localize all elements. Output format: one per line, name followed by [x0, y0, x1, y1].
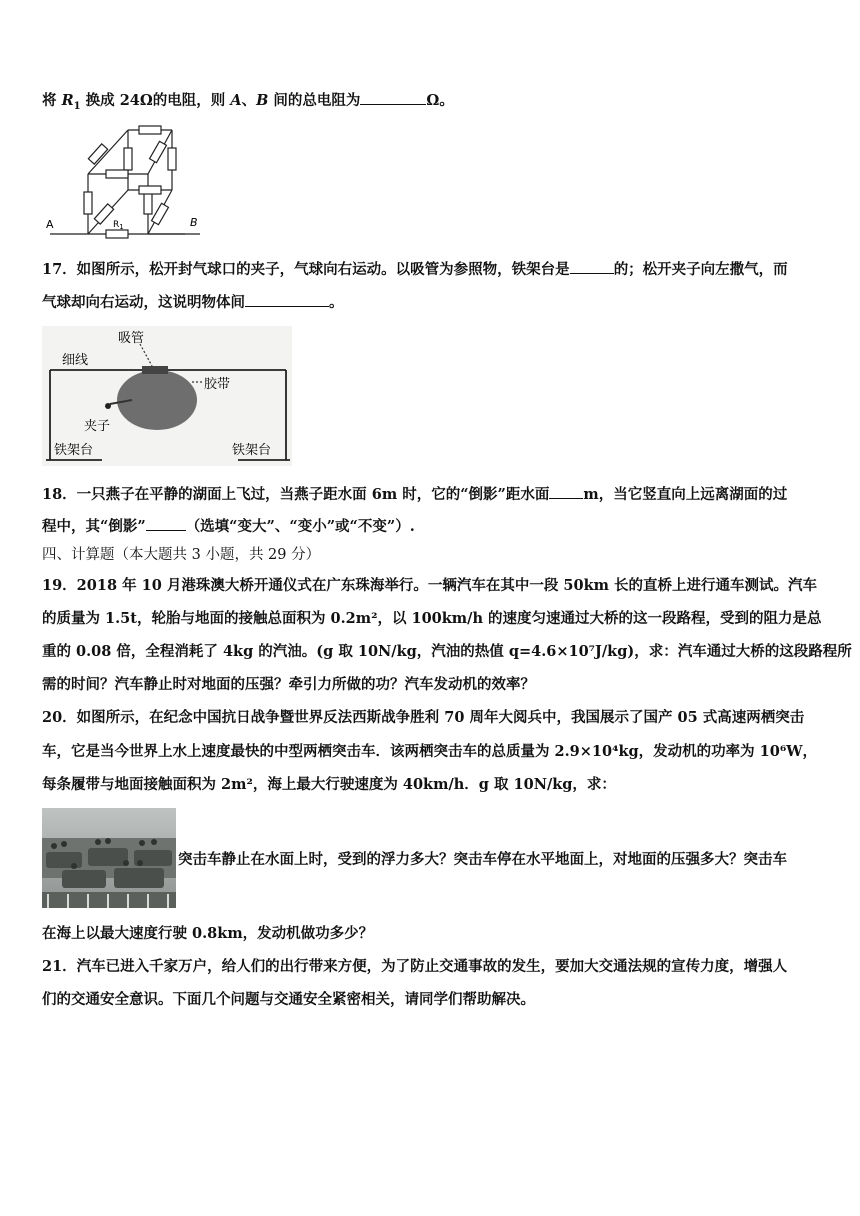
answer-blank[interactable] — [146, 516, 186, 531]
q19-line-4: 需的时间？汽车静止时对地面的压强？牵引力所做的功？汽车发动机的效率？ — [42, 676, 535, 693]
resistor — [106, 170, 128, 178]
q16-text: Ω。 — [426, 92, 454, 109]
q18-text: m，当它竖直向上远离湖面的过 — [583, 486, 788, 503]
q16-tail-line — [42, 90, 454, 117]
q17-line-1 — [42, 259, 788, 280]
balloon-experiment-figure — [42, 326, 292, 466]
q20-line-1: 20．如图所示，在纪念中国抗日战争暨世界反法西斯战争胜利 70 周年大阅兵中，我国展示了国产 05 式高速两栖突击 — [42, 709, 805, 726]
r1-symbol: R — [61, 92, 74, 109]
q20-line-2: 车，它是当今世界上水上速度最快的中型两栖突击车．该两栖突击车的总质量为 2.9×10⁴kg，发动机的功率为 10⁶W， — [42, 743, 817, 760]
q17-text: 。 — [329, 294, 344, 311]
q20-line-5: 在海上以最大速度行驶 0.8km，发动机做功多少？ — [42, 925, 374, 942]
q21-line-1: 21．汽车已进入千家万户，给人们的出行带来方便，为了防止交通事故的发生，要加大交通法规的宣传力度，增强人 — [42, 958, 788, 975]
resistor — [168, 148, 176, 170]
resistor — [150, 141, 167, 162]
point-b: B — [256, 92, 269, 109]
straw — [142, 366, 168, 374]
resistor — [94, 204, 113, 224]
resistor — [144, 192, 152, 214]
q16-text: 间的总电阻为 — [268, 92, 361, 109]
point-a: A — [230, 92, 242, 109]
q16-text: 将 — [42, 92, 62, 109]
resistor — [124, 148, 132, 170]
label-tape: 胶带 — [204, 377, 231, 392]
q20-line-3: 每条履带与地面接触面积为 2m²，海上最大行驶速度为 40km/h．g 取 10N/kg，求： — [42, 776, 616, 793]
label-straw: 吸管 — [118, 331, 145, 346]
clip — [105, 403, 111, 409]
q19-line-3: 重的 0.08 倍，全程消耗了 4kg 的汽油。(g 取 10N/kg，汽油的热值 q=4.6×10⁷J/kg)，求：汽车通过大桥的这段路程所 — [42, 643, 852, 660]
q20-line-4: 突击车静止在水面上时，受到的浮力多大？突击车停在水平地面上，对地面的压强多大？突击车 — [178, 851, 787, 868]
q18-text: 18．一只燕子在平静的湖面上飞过，当燕子距水面 6m 时，它的“倒影”距水面 — [42, 486, 550, 503]
q17-text: 的；松开夹子向左撒气，而 — [613, 261, 788, 278]
answer-blank[interactable] — [570, 259, 614, 274]
label-thread: 细线 — [62, 353, 89, 368]
answer-blank[interactable] — [360, 90, 426, 105]
q18-line-1 — [42, 484, 787, 505]
q16-text: 换成 24Ω的电阻，则 — [80, 92, 231, 109]
amphibious-vehicle-photo — [42, 808, 176, 908]
section-heading: 四、计算题（本大题共 3 小题，共 29 分） — [42, 547, 321, 563]
resistor — [152, 203, 169, 224]
q17-line-2 — [42, 292, 344, 313]
label-stand-left: 铁架台 — [54, 443, 94, 458]
resistor — [84, 192, 92, 214]
q18-text: 程中，其“倒影” — [42, 518, 146, 535]
resistor — [139, 126, 161, 134]
label-r1: $R_1$ — [113, 220, 124, 231]
q21-line-2: 们的交通安全意识。下面几个问题与交通安全紧密相关，请同学们帮助解决。 — [42, 991, 535, 1008]
q19-line-2: 的质量为 1.5t，轮胎与地面的接触总面积为 0.2m²，以 100km/h 的速度匀速通过大桥的这一段路程，受到的阻力是总 — [42, 610, 822, 627]
q17-text: 17．如图所示，松开封气球口的夹子，气球向右运动。以吸管为参照物，铁架台是 — [42, 261, 570, 278]
q17-text: 气球却向右运动，这说明物体间 — [42, 294, 245, 311]
q19-line-1: 19．2018 年 10 月港珠澳大桥开通仪式在广东珠海举行。一辆汽车在其中一段 50km 长的直桥上进行通车测试。汽车 — [42, 577, 818, 594]
label-clip: 夹子 — [84, 419, 111, 434]
label-a: A — [46, 218, 54, 231]
resistor — [139, 186, 161, 194]
q18-line-2 — [42, 516, 415, 537]
resistor-cube-diagram — [40, 120, 210, 240]
label-stand-right: 铁架台 — [232, 443, 272, 458]
q18-text: （选填“变大”、“变小”或“不变”）. — [185, 518, 415, 535]
label-b: B — [190, 216, 198, 229]
resistor — [88, 144, 107, 164]
r1-subscript: 1 — [73, 100, 81, 112]
q16-text: 、 — [241, 92, 257, 109]
resistor-r1 — [106, 230, 128, 238]
answer-blank[interactable] — [245, 292, 329, 307]
answer-blank[interactable] — [549, 484, 583, 499]
